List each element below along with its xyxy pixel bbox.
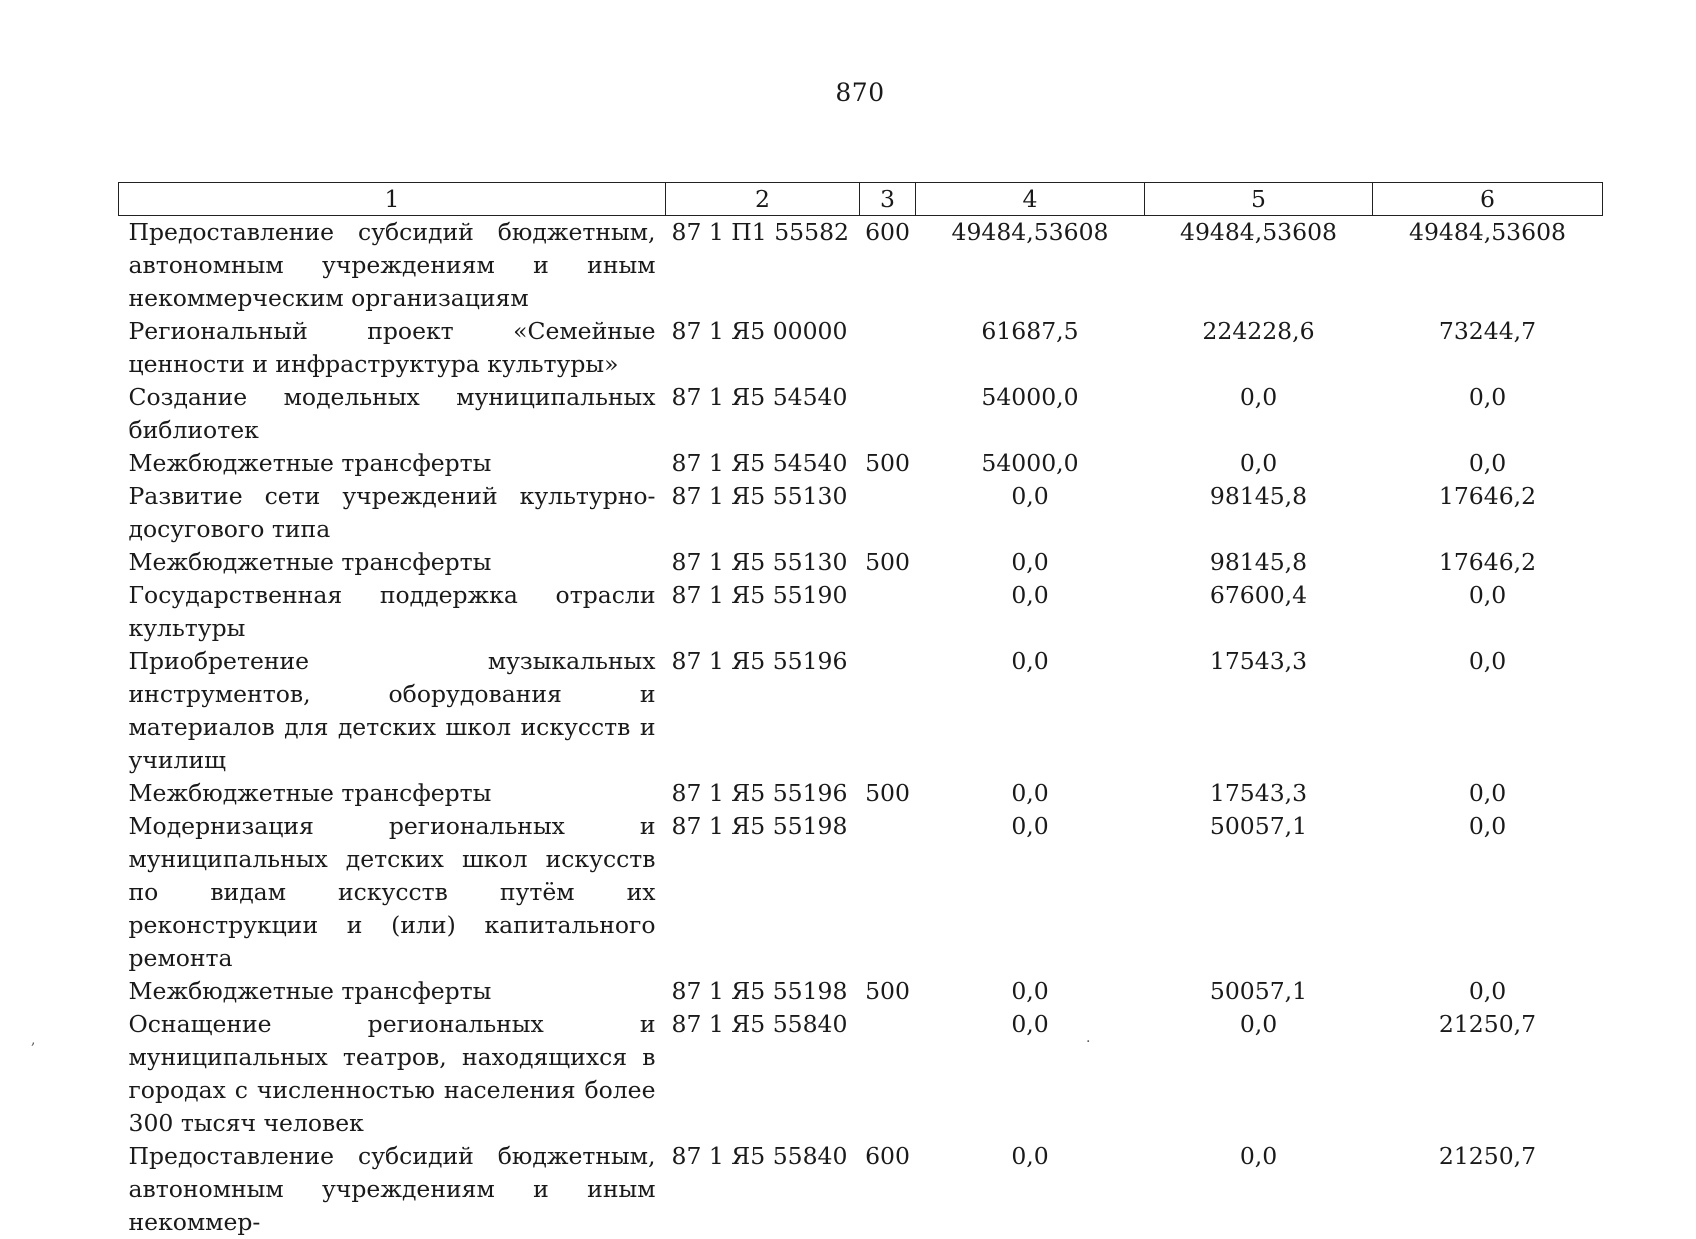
table-row: [119, 216, 1603, 316]
row-code-cell: 87 1 П1 55582: [666, 216, 860, 316]
row-value-col4-cell: 61687,5: [916, 315, 1145, 381]
column-number-1: 1: [119, 183, 666, 216]
row-name-cell: Государственная поддержка отрасли культуры: [119, 579, 666, 645]
table-row: [119, 579, 1603, 645]
row-value-col6-cell: 17646,2: [1373, 480, 1603, 546]
row-expense-type-cell: 600: [860, 1140, 916, 1239]
table-row: [119, 447, 1603, 480]
row-value-col4-cell: 0,0: [916, 1008, 1145, 1140]
row-value-col6-cell: 0,0: [1373, 810, 1603, 975]
row-code-cell: 87 1 Я5 55196: [666, 777, 860, 810]
row-name-cell: Приобретение музыкальных инструментов, оборудования и материалов для детских школ искусств и училищ: [119, 645, 666, 777]
header-row: [119, 183, 1603, 216]
row-value-col5-cell: 0,0: [1145, 1140, 1373, 1239]
row-value-col5-cell: 0,0: [1145, 381, 1373, 447]
row-value-col5-cell: 17543,3: [1145, 777, 1373, 810]
page-number: 870: [0, 78, 1696, 107]
row-value-col6-cell: 0,0: [1373, 447, 1603, 480]
row-value-col4-cell: 54000,0: [916, 447, 1145, 480]
row-name-cell: Оснащение региональных и муниципальных театров, находящихся в городах с численностью населения более 300 тысяч человек: [119, 1008, 666, 1140]
scan-speck: .: [1086, 1030, 1090, 1046]
row-name-cell: Развитие сети учреждений культурно-досугового типа: [119, 480, 666, 546]
row-code-cell: 87 1 Я5 55198: [666, 975, 860, 1008]
table-header: [119, 183, 1603, 216]
row-code-cell: 87 1 Я5 54540: [666, 447, 860, 480]
row-expense-type-cell: 500: [860, 447, 916, 480]
row-value-col6-cell: 73244,7: [1373, 315, 1603, 381]
table-row: [119, 645, 1603, 777]
table-row: [119, 1008, 1603, 1140]
row-value-col5-cell: 50057,1: [1145, 975, 1373, 1008]
table-row: [119, 480, 1603, 546]
column-number-5: 5: [1145, 183, 1373, 216]
row-name-cell: Предоставление субсидий бюджетным, автономным учреждениям и иным некоммер-: [119, 1140, 666, 1239]
row-expense-type-cell: 600: [860, 216, 916, 316]
table-row: [119, 777, 1603, 810]
row-value-col6-cell: 21250,7: [1373, 1008, 1603, 1140]
row-name-cell: Межбюджетные трансферты: [119, 777, 666, 810]
column-number-4: 4: [916, 183, 1145, 216]
row-expense-type-cell: [860, 315, 916, 381]
row-value-col5-cell: 98145,8: [1145, 546, 1373, 579]
row-value-col6-cell: 0,0: [1373, 645, 1603, 777]
row-code-cell: 87 1 Я5 55840: [666, 1008, 860, 1140]
column-number-3: 3: [860, 183, 916, 216]
column-number-6: 6: [1373, 183, 1603, 216]
row-value-col5-cell: 98145,8: [1145, 480, 1373, 546]
row-value-col5-cell: 0,0: [1145, 1008, 1373, 1140]
table-row: [119, 315, 1603, 381]
row-code-cell: 87 1 Я5 54540: [666, 381, 860, 447]
row-value-col6-cell: 49484,53608: [1373, 216, 1603, 316]
row-expense-type-cell: [860, 1008, 916, 1140]
row-value-col4-cell: 0,0: [916, 1140, 1145, 1239]
row-code-cell: 87 1 Я5 55130: [666, 546, 860, 579]
row-code-cell: 87 1 Я5 55130: [666, 480, 860, 546]
row-expense-type-cell: [860, 480, 916, 546]
budget-table: [118, 182, 1603, 1239]
row-value-col4-cell: 0,0: [916, 480, 1145, 546]
table-row: [119, 381, 1603, 447]
row-expense-type-cell: [860, 645, 916, 777]
row-name-cell: Межбюджетные трансферты: [119, 975, 666, 1008]
row-value-col6-cell: 0,0: [1373, 381, 1603, 447]
table-body: [119, 216, 1603, 1239]
row-value-col4-cell: 54000,0: [916, 381, 1145, 447]
row-expense-type-cell: [860, 381, 916, 447]
row-value-col4-cell: 0,0: [916, 777, 1145, 810]
row-code-cell: 87 1 Я5 55840: [666, 1140, 860, 1239]
table-row: [119, 810, 1603, 975]
row-expense-type-cell: 500: [860, 777, 916, 810]
row-value-col5-cell: 0,0: [1145, 447, 1373, 480]
row-value-col6-cell: 0,0: [1373, 579, 1603, 645]
table-row: [119, 975, 1603, 1008]
row-name-cell: Региональный проект «Семейные ценности и инфраструктура культуры»: [119, 315, 666, 381]
row-name-cell: Межбюджетные трансферты: [119, 546, 666, 579]
row-code-cell: 87 1 Я5 00000: [666, 315, 860, 381]
row-value-col5-cell: 224228,6: [1145, 315, 1373, 381]
row-name-cell: Модернизация региональных и муниципальных детских школ искусств по видам искусств путём их реконструкции и (или) капитального ремонта: [119, 810, 666, 975]
row-value-col6-cell: 0,0: [1373, 777, 1603, 810]
row-expense-type-cell: 500: [860, 975, 916, 1008]
scan-speck: ,: [31, 1032, 35, 1048]
row-name-cell: Создание модельных муниципальных библиотек: [119, 381, 666, 447]
row-value-col6-cell: 21250,7: [1373, 1140, 1603, 1239]
table-row: [119, 546, 1603, 579]
row-expense-type-cell: 500: [860, 546, 916, 579]
row-name-cell: Предоставление субсидий бюджетным, автономным учреждениям и иным некоммерческим организациям: [119, 216, 666, 316]
row-value-col4-cell: 0,0: [916, 645, 1145, 777]
row-value-col4-cell: 0,0: [916, 975, 1145, 1008]
row-value-col5-cell: 17543,3: [1145, 645, 1373, 777]
row-value-col4-cell: 49484,53608: [916, 216, 1145, 316]
row-code-cell: 87 1 Я5 55198: [666, 810, 860, 975]
row-value-col4-cell: 0,0: [916, 579, 1145, 645]
row-value-col5-cell: 49484,53608: [1145, 216, 1373, 316]
column-number-2: 2: [666, 183, 860, 216]
row-value-col5-cell: 67600,4: [1145, 579, 1373, 645]
row-value-col5-cell: 50057,1: [1145, 810, 1373, 975]
row-value-col6-cell: 17646,2: [1373, 546, 1603, 579]
row-value-col4-cell: 0,0: [916, 810, 1145, 975]
row-name-cell: Межбюджетные трансферты: [119, 447, 666, 480]
table-row: [119, 1140, 1603, 1239]
row-expense-type-cell: [860, 579, 916, 645]
row-code-cell: 87 1 Я5 55190: [666, 579, 860, 645]
row-expense-type-cell: [860, 810, 916, 975]
row-value-col4-cell: 0,0: [916, 546, 1145, 579]
row-code-cell: 87 1 Я5 55196: [666, 645, 860, 777]
row-value-col6-cell: 0,0: [1373, 975, 1603, 1008]
